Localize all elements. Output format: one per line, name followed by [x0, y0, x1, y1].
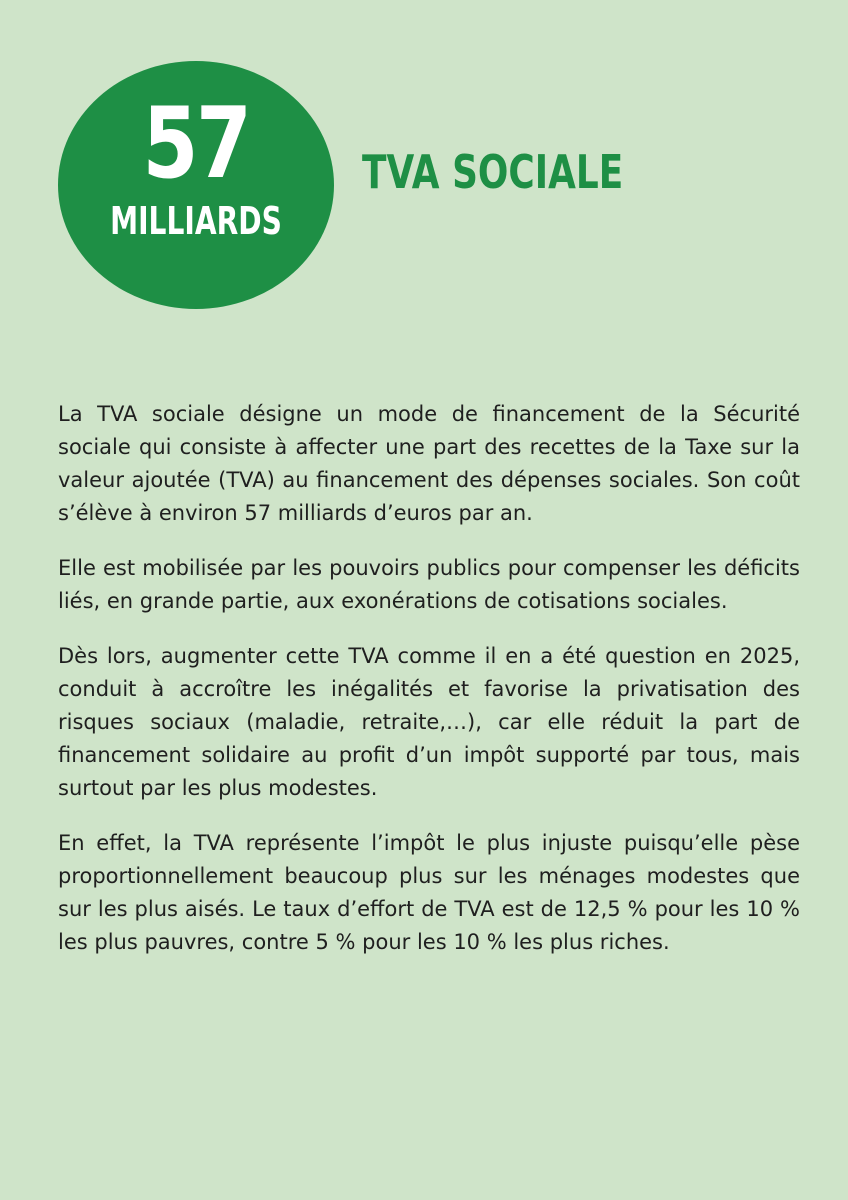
paragraph-3: Dès lors, augmenter cette TVA comme il en a été question en 2025, conduit à accroître les inégalités et favorise la privatisation des risques sociaux (maladie, retraite,…), car elle réduit la part de financement solidaire au profit d’un impôt supporté par tous, mais surtout par les plus modestes. [58, 644, 800, 800]
page-title: TVA SOCIALE [362, 145, 624, 199]
badge-unit: MILLIARDS [110, 199, 282, 243]
body-text [58, 398, 800, 981]
badge-number: 57 [142, 87, 250, 201]
paragraph-1: La TVA sociale désigne un mode de financement de la Sécurité sociale qui consiste à affecter une part des recettes de la Taxe sur la valeur ajoutée (TVA) au financement des dépenses sociales. Son coût s’élève à environ 57 milliards d’euros par an. [58, 402, 800, 525]
amount-badge [58, 61, 334, 309]
paragraph-4: En effet, la TVA représente l’impôt le plus injuste puisqu’elle pèse proportionnellement beaucoup plus sur les ménages modestes que sur les plus aisés. Le taux d’effort de TVA est de 12,5 % pour les 10 % les plus pauvres, contre 5 % pour les 10 % les plus riches. [58, 831, 800, 954]
paragraph-2: Elle est mobilisée par les pouvoirs publics pour compenser les déficits liés, en grande partie, aux exonérations de cotisations sociales. [58, 556, 800, 613]
